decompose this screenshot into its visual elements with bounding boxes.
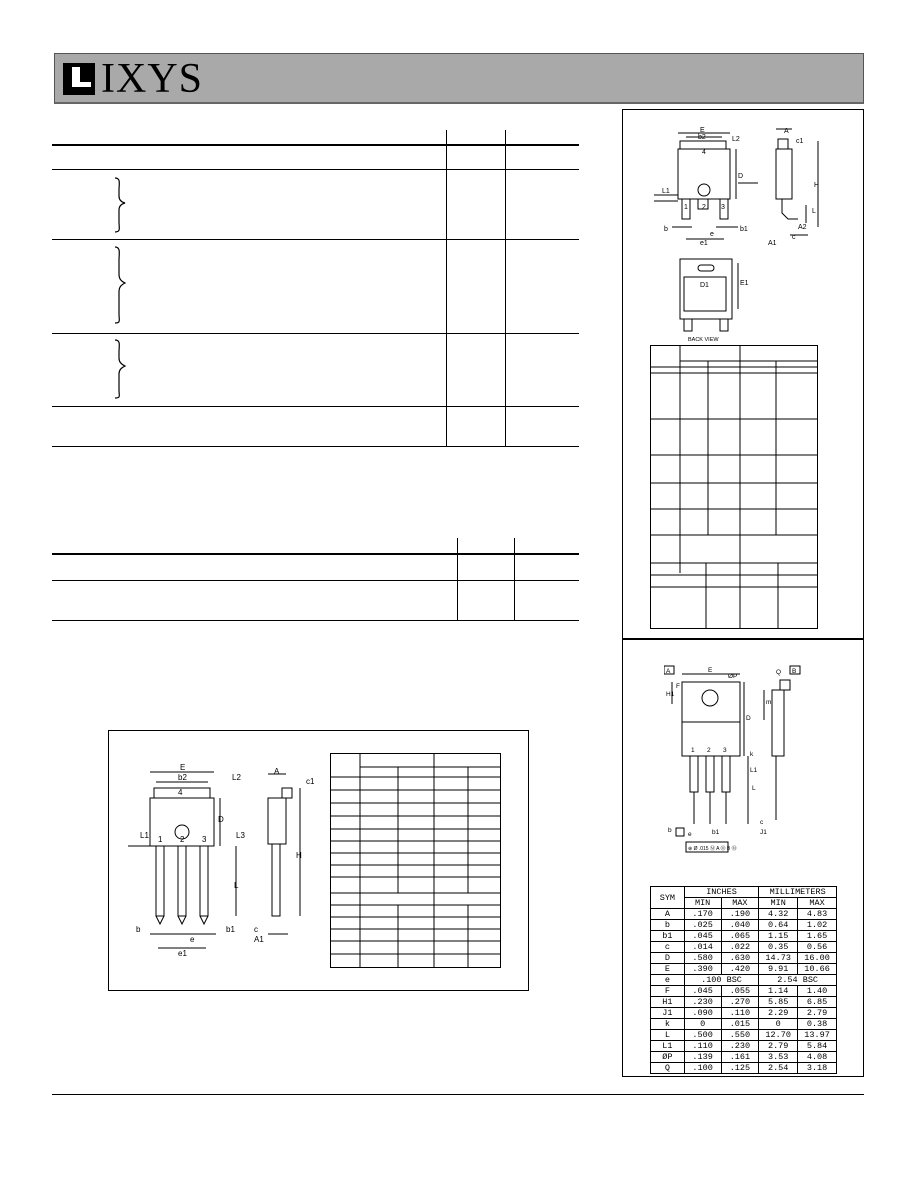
dimension-label: b1 (712, 829, 720, 836)
dimension-row (651, 986, 837, 997)
dimension-label: E (700, 127, 705, 134)
dimension-label: e (190, 935, 195, 944)
dim-mm-min-cell: 2.79 (759, 1041, 798, 1052)
dim-inches-max-cell: .015 (721, 1019, 759, 1030)
dim-inches-min-cell: .580 (684, 953, 721, 964)
dimension-label: 4 (178, 788, 183, 797)
dimension-row (651, 931, 837, 942)
dim-inches-max-cell: .420 (721, 964, 759, 975)
to220-outline-drawing (664, 660, 814, 856)
dimension-row (651, 1030, 837, 1041)
dimension-label: Q (776, 669, 782, 676)
dim-inches-max-cell: .550 (721, 1030, 759, 1041)
dimension-row (651, 964, 837, 975)
dim-mm-bsc-cell: 2.54 BSC (759, 975, 837, 986)
dim-inches-max-cell: .022 (721, 942, 759, 953)
dimension-label: D (218, 815, 224, 824)
dpak-dimension-grid (650, 345, 818, 630)
dim-mm-min-cell: 0 (759, 1019, 798, 1030)
dimension-label: A (784, 128, 789, 135)
dimension-label: H1 (666, 691, 675, 698)
dim-mm-max-cell: 1.65 (798, 931, 837, 942)
dim-sym-cell: L (651, 1030, 685, 1041)
dim-mm-max-cell: 2.79 (798, 1008, 837, 1019)
dimension-label: b (136, 925, 141, 934)
dim-mm-max-cell: 4.83 (798, 909, 837, 920)
dimension-label: m (766, 699, 772, 706)
dimension-label: BACK VIEW (688, 337, 719, 343)
dimension-label: b1 (740, 226, 748, 233)
dim-inches-min-cell: .025 (684, 920, 721, 931)
dim-sym-cell: J1 (651, 1008, 685, 1019)
dim-inches-min-cell: .090 (684, 1008, 721, 1019)
dim-inches-max-cell: .110 (721, 1008, 759, 1019)
dimension-label: ⊕ Ø .015 Ⓜ A Ⓜ B Ⓜ (688, 846, 737, 852)
dimension-label: L (234, 881, 239, 890)
dimension-label: e (710, 231, 714, 238)
dim-mm-max-cell: 6.85 (798, 997, 837, 1008)
dimension-label: L (752, 785, 756, 792)
dimension-label: H (296, 851, 302, 860)
dimension-label: 3 (721, 204, 725, 211)
dim-sym-cell: b (651, 920, 685, 931)
dimension-row (651, 1041, 837, 1052)
dim-sym-cell: H1 (651, 997, 685, 1008)
dimension-label: b2 (698, 134, 706, 141)
dimension-label: 4 (702, 149, 706, 156)
dimension-label: 3 (723, 747, 727, 754)
dim-sym-cell: A (651, 909, 685, 920)
dimension-label: 2 (180, 835, 185, 844)
dimension-label: A1 (254, 935, 264, 944)
dim-inches-max-cell: .065 (721, 931, 759, 942)
dim-inches-min-cell: .014 (684, 942, 721, 953)
dim-inches-min-cell: .045 (684, 986, 721, 997)
dimension-label: L3 (236, 831, 245, 840)
dimension-label: L1 (662, 188, 670, 195)
dimension-label: A (274, 767, 280, 776)
dimension-label: 1 (684, 204, 688, 211)
dimension-row (651, 1063, 837, 1074)
dim-inches-max-cell: .190 (721, 909, 759, 920)
dim-sym-cell: F (651, 986, 685, 997)
footer-rule (52, 1094, 864, 1095)
dim-inches-max-cell: .125 (721, 1063, 759, 1074)
dimension-label: e1 (178, 949, 187, 958)
dim-mm-max-cell: 1.02 (798, 920, 837, 931)
dim-sym-cell: c (651, 942, 685, 953)
max-header: MAX (721, 898, 759, 909)
dimension-label: L1 (140, 831, 149, 840)
dim-inches-max-cell: .161 (721, 1052, 759, 1063)
dim-sym-cell: D (651, 953, 685, 964)
dimension-row (651, 1008, 837, 1019)
dimension-label: F (676, 683, 680, 690)
dpak-outline-drawing (648, 123, 828, 343)
dimension-label: E (180, 764, 186, 772)
brace-icons (105, 170, 135, 400)
dimension-row (651, 920, 837, 931)
min-header: MIN (684, 898, 721, 909)
dimension-label: L2 (232, 773, 241, 782)
dimension-label: 3 (202, 835, 207, 844)
dim-mm-min-cell: 0.64 (759, 920, 798, 931)
dimension-label: E (708, 667, 713, 674)
dimension-row (651, 1052, 837, 1063)
panel-divider (622, 638, 863, 640)
dimension-label: c (760, 819, 764, 826)
dimension-label: A1 (768, 240, 777, 247)
dim-mm-min-cell: 5.85 (759, 997, 798, 1008)
dimension-label: e (688, 831, 692, 838)
dim-inches-min-cell: .139 (684, 1052, 721, 1063)
dim-mm-max-cell: 3.18 (798, 1063, 837, 1074)
dimension-label: c (254, 925, 258, 934)
dim-inches-min-cell: .500 (684, 1030, 721, 1041)
min-header: MIN (759, 898, 798, 909)
ixys-logo (63, 56, 223, 102)
dimension-label: b (664, 226, 668, 233)
dimension-label: B (792, 668, 797, 675)
dim-mm-min-cell: 4.32 (759, 909, 798, 920)
dim-mm-max-cell: 0.56 (798, 942, 837, 953)
dimension-label: c (792, 234, 796, 241)
dimension-row (651, 909, 837, 920)
dim-mm-max-cell: 13.97 (798, 1030, 837, 1041)
dim-inches-bsc-cell: .100 BSC (684, 975, 759, 986)
dim-inches-max-cell: .055 (721, 986, 759, 997)
ipak-dimension-grid (330, 753, 502, 969)
dimension-label: 2 (702, 204, 706, 211)
dimension-row (651, 1019, 837, 1030)
dimension-label: J1 (760, 829, 767, 836)
dimension-label: E1 (740, 280, 749, 287)
dim-mm-max-cell: 10.66 (798, 964, 837, 975)
dimension-label: H (814, 182, 820, 189)
dim-mm-max-cell: 0.38 (798, 1019, 837, 1030)
ipak-outline-drawing (128, 764, 324, 960)
logo-mark-icon (63, 63, 95, 95)
dim-mm-max-cell: 5.84 (798, 1041, 837, 1052)
dim-sym-cell: ØP (651, 1052, 685, 1063)
dimension-label: c1 (796, 138, 804, 145)
dim-inches-max-cell: .630 (721, 953, 759, 964)
dim-mm-max-cell: 16.00 (798, 953, 837, 964)
dimension-label: 1 (691, 747, 695, 754)
dim-inches-min-cell: .045 (684, 931, 721, 942)
dimension-label: ØP (728, 673, 738, 680)
dim-mm-max-cell: 4.08 (798, 1052, 837, 1063)
dim-inches-min-cell: .100 (684, 1063, 721, 1074)
dim-mm-max-cell: 1.40 (798, 986, 837, 997)
dimension-label: 1 (158, 835, 163, 844)
dim-mm-min-cell: 2.29 (759, 1008, 798, 1019)
dimension-label: L (812, 208, 816, 215)
dim-mm-min-cell: 1.14 (759, 986, 798, 997)
dim-mm-min-cell: 2.54 (759, 1063, 798, 1074)
dim-mm-min-cell: 9.91 (759, 964, 798, 975)
dim-mm-min-cell: 12.70 (759, 1030, 798, 1041)
dimension-label: A2 (798, 224, 807, 231)
dimension-label: D (738, 173, 744, 180)
dim-sym-cell: e (651, 975, 685, 986)
max-header: MAX (798, 898, 837, 909)
dim-sym-cell: b1 (651, 931, 685, 942)
dimension-label: L2 (732, 136, 740, 143)
dimension-label: A (666, 668, 671, 675)
dimension-label: b2 (178, 773, 187, 782)
dimension-label: e1 (700, 240, 708, 247)
dimension-label: c1 (306, 777, 315, 786)
dim-sym-cell: E (651, 964, 685, 975)
dim-mm-min-cell: 3.53 (759, 1052, 798, 1063)
dim-inches-max-cell: .230 (721, 1041, 759, 1052)
dim-sym-cell: L1 (651, 1041, 685, 1052)
dimension-label: b1 (226, 925, 235, 934)
brand-name: IXYS (101, 56, 204, 102)
dim-inches-min-cell: .230 (684, 997, 721, 1008)
dimension-row (651, 997, 837, 1008)
dim-inches-max-cell: .270 (721, 997, 759, 1008)
dimension-label: D (746, 715, 751, 722)
dim-sym-cell: Q (651, 1063, 685, 1074)
to220-dimension-table (650, 886, 837, 1074)
dimension-row (651, 942, 837, 953)
dim-inches-min-cell: .170 (684, 909, 721, 920)
dim-inches-min-cell: 0 (684, 1019, 721, 1030)
dimension-label: k (750, 751, 754, 758)
inches-header: INCHES (684, 887, 759, 898)
dimension-label: L1 (750, 767, 758, 774)
millimeters-header: MILLIMETERS (759, 887, 837, 898)
dim-inches-min-cell: .390 (684, 964, 721, 975)
dimension-label: D1 (700, 282, 709, 289)
dimension-row (651, 953, 837, 964)
dimension-label: 2 (707, 747, 711, 754)
dim-inches-max-cell: .040 (721, 920, 759, 931)
sym-header: SYM (651, 887, 685, 909)
dim-mm-min-cell: 1.15 (759, 931, 798, 942)
dimension-label: b (668, 827, 672, 834)
dimension-row (651, 975, 837, 986)
dim-inches-min-cell: .110 (684, 1041, 721, 1052)
dim-sym-cell: k (651, 1019, 685, 1030)
dim-mm-min-cell: 14.73 (759, 953, 798, 964)
dim-mm-min-cell: 0.35 (759, 942, 798, 953)
